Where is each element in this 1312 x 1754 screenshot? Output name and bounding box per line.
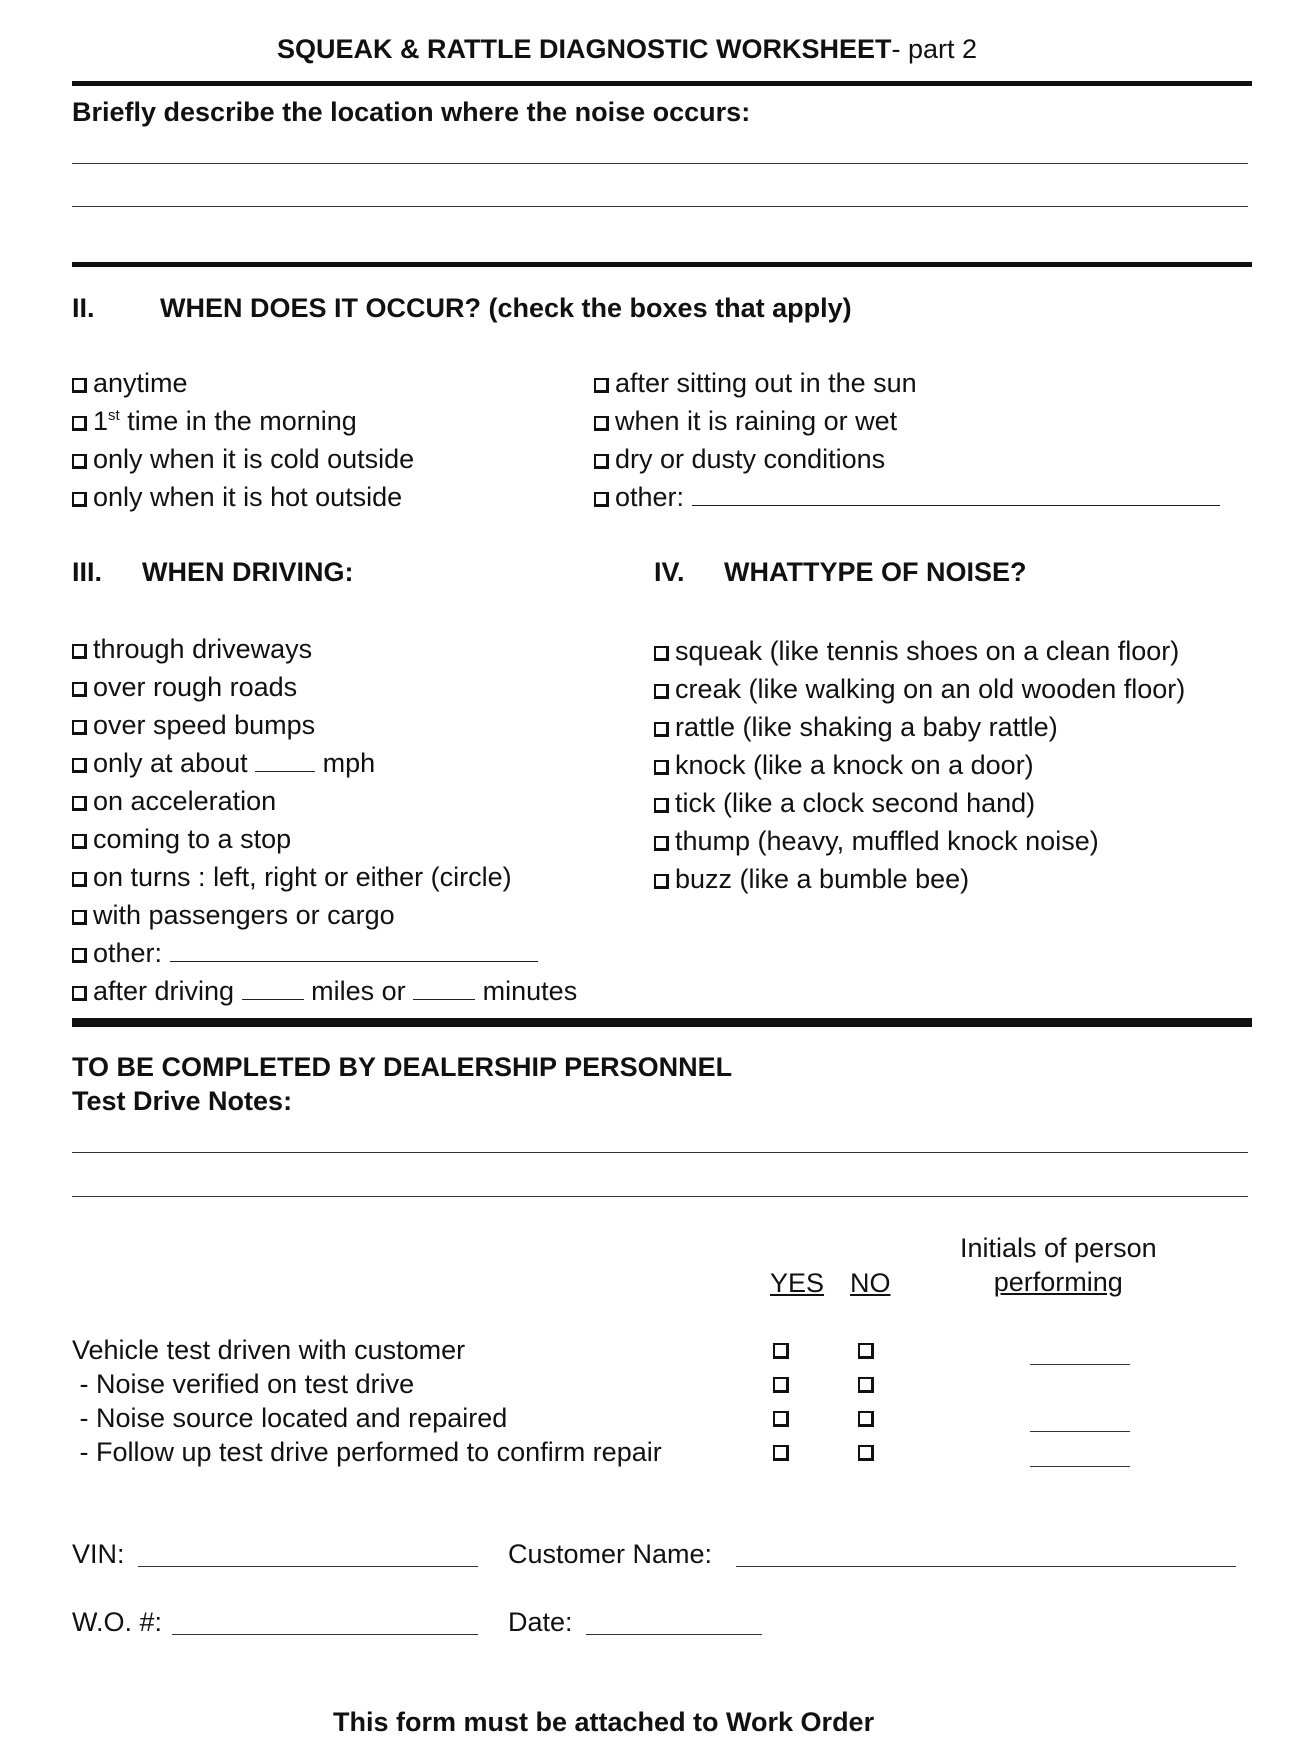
divider-3 (72, 1018, 1252, 1027)
section4-num: IV. (654, 557, 685, 587)
title-suffix: - part 2 (891, 34, 978, 64)
vin-field[interactable] (138, 1566, 478, 1567)
checkbox[interactable] (72, 644, 87, 659)
checkbox[interactable] (654, 874, 669, 889)
option-other-conditions[interactable]: other: (594, 481, 1220, 513)
driving-mph[interactable]: only at about mph (72, 747, 375, 779)
title-main: SQUEAK & RATTLE DIAGNOSTIC WORKSHEET (277, 34, 892, 64)
page-title (277, 33, 977, 65)
customer-name-label: Customer Name: (508, 1539, 713, 1569)
location-line-2[interactable] (72, 206, 1248, 207)
driving-driveways[interactable]: through driveways (72, 633, 312, 665)
divider-2 (72, 262, 1252, 267)
checkbox[interactable] (654, 798, 669, 813)
noise-rattle[interactable]: rattle (like shaking a baby rattle) (654, 711, 1058, 743)
no-checkbox-4[interactable] (858, 1445, 874, 1461)
noise-thump[interactable]: thump (heavy, muffled knock noise) (654, 825, 1099, 857)
driving-rough-roads[interactable]: over rough roads (72, 671, 297, 703)
checkbox[interactable] (72, 492, 87, 507)
no-checkbox-2[interactable] (858, 1377, 874, 1393)
location-prompt: Briefly describe the location where the noise occurs: (72, 97, 751, 127)
noise-knock[interactable]: knock (like a knock on a door) (654, 749, 1034, 781)
section2-num: II. (72, 293, 95, 323)
driving-other-field[interactable] (170, 939, 538, 962)
verify-row-1: Vehicle test driven with customer (72, 1335, 466, 1365)
option-hot-outside[interactable]: only when it is hot outside (72, 481, 402, 513)
option-dusty[interactable]: dry or dusty conditions (594, 443, 885, 475)
dealer-heading: TO BE COMPLETED BY DEALERSHIP PERSONNEL (72, 1052, 733, 1082)
option-sun[interactable]: after sitting out in the sun (594, 367, 917, 399)
yes-checkbox-4[interactable] (773, 1445, 789, 1461)
test-drive-notes-label: Test Drive Notes: (72, 1086, 293, 1116)
noise-squeak[interactable]: squeak (like tennis shoes on a clean floor) (654, 635, 1179, 667)
wo-label: W.O. #: (72, 1607, 163, 1637)
checkbox[interactable] (72, 758, 87, 773)
checkbox[interactable] (654, 684, 669, 699)
notes-line-2[interactable] (72, 1196, 1248, 1197)
col-no: NO (850, 1268, 891, 1298)
notes-line-1[interactable] (72, 1152, 1248, 1153)
driving-acceleration[interactable]: on acceleration (72, 785, 276, 817)
checkbox[interactable] (72, 378, 87, 393)
checkbox[interactable] (72, 948, 87, 963)
date-field[interactable] (586, 1634, 762, 1635)
checkbox[interactable] (72, 986, 87, 1001)
mph-field[interactable] (255, 749, 315, 772)
option-first-time-morning[interactable]: 1st time in the morning (72, 405, 357, 437)
checkbox[interactable] (72, 834, 87, 849)
vin-label: VIN: (72, 1539, 125, 1569)
option-raining[interactable]: when it is raining or wet (594, 405, 897, 437)
miles-field[interactable] (242, 977, 304, 1000)
checkbox[interactable] (654, 722, 669, 737)
section4-heading: WHATTYPE OF NOISE? (724, 557, 1027, 587)
wo-field[interactable] (172, 1634, 478, 1635)
section3-num: III. (72, 557, 103, 587)
verify-row-3: - Noise source located and repaired (72, 1403, 508, 1433)
section3-heading: WHEN DRIVING: (142, 557, 354, 587)
initials-header: Initials of person performing (960, 1233, 1157, 1297)
noise-buzz[interactable]: buzz (like a bumble bee) (654, 863, 969, 895)
location-line-1[interactable] (72, 163, 1248, 164)
checkbox[interactable] (72, 454, 87, 469)
yes-checkbox-1[interactable] (773, 1343, 789, 1359)
initials-field-2[interactable] (1030, 1431, 1130, 1432)
driving-other[interactable]: other: (72, 937, 538, 969)
noise-tick[interactable]: tick (like a clock second hand) (654, 787, 1035, 819)
no-checkbox-1[interactable] (858, 1343, 874, 1359)
date-label: Date: (508, 1607, 573, 1637)
checkbox[interactable] (72, 910, 87, 925)
driving-turns[interactable]: on turns : left, right or either (circle) (72, 861, 512, 893)
option-anytime[interactable]: anytime (72, 367, 188, 399)
other-conditions-field[interactable] (692, 483, 1220, 506)
checkbox[interactable] (594, 378, 609, 393)
no-checkbox-3[interactable] (858, 1411, 874, 1427)
yes-checkbox-2[interactable] (773, 1377, 789, 1393)
driving-passengers[interactable]: with passengers or cargo (72, 899, 395, 931)
checkbox[interactable] (72, 796, 87, 811)
divider-top (72, 81, 1252, 86)
checkbox[interactable] (594, 454, 609, 469)
checkbox[interactable] (72, 872, 87, 887)
footer-note: This form must be attached to Work Order (333, 1707, 875, 1737)
checkbox[interactable] (72, 416, 87, 431)
noise-creak[interactable]: creak (like walking on an old wooden floor) (654, 673, 1185, 705)
verify-row-4: - Follow up test drive performed to confirm repair (72, 1437, 662, 1467)
driving-after[interactable]: after driving miles or minutes (72, 975, 577, 1007)
customer-name-field[interactable] (736, 1566, 1236, 1567)
yes-checkbox-3[interactable] (773, 1411, 789, 1427)
checkbox[interactable] (72, 720, 87, 735)
minutes-field[interactable] (413, 977, 475, 1000)
checkbox[interactable] (654, 760, 669, 775)
verify-row-2: - Noise verified on test drive (72, 1369, 415, 1399)
option-cold-outside[interactable]: only when it is cold outside (72, 443, 414, 475)
checkbox[interactable] (654, 836, 669, 851)
initials-field-3[interactable] (1030, 1466, 1130, 1467)
checkbox[interactable] (594, 492, 609, 507)
checkbox[interactable] (594, 416, 609, 431)
driving-stop[interactable]: coming to a stop (72, 823, 291, 855)
section2-heading: WHEN DOES IT OCCUR? (check the boxes that apply) (160, 293, 852, 323)
col-yes: YES (770, 1268, 825, 1298)
driving-speed-bumps[interactable]: over speed bumps (72, 709, 315, 741)
checkbox[interactable] (72, 682, 87, 697)
checkbox[interactable] (654, 646, 669, 661)
initials-field-1[interactable] (1030, 1364, 1130, 1365)
